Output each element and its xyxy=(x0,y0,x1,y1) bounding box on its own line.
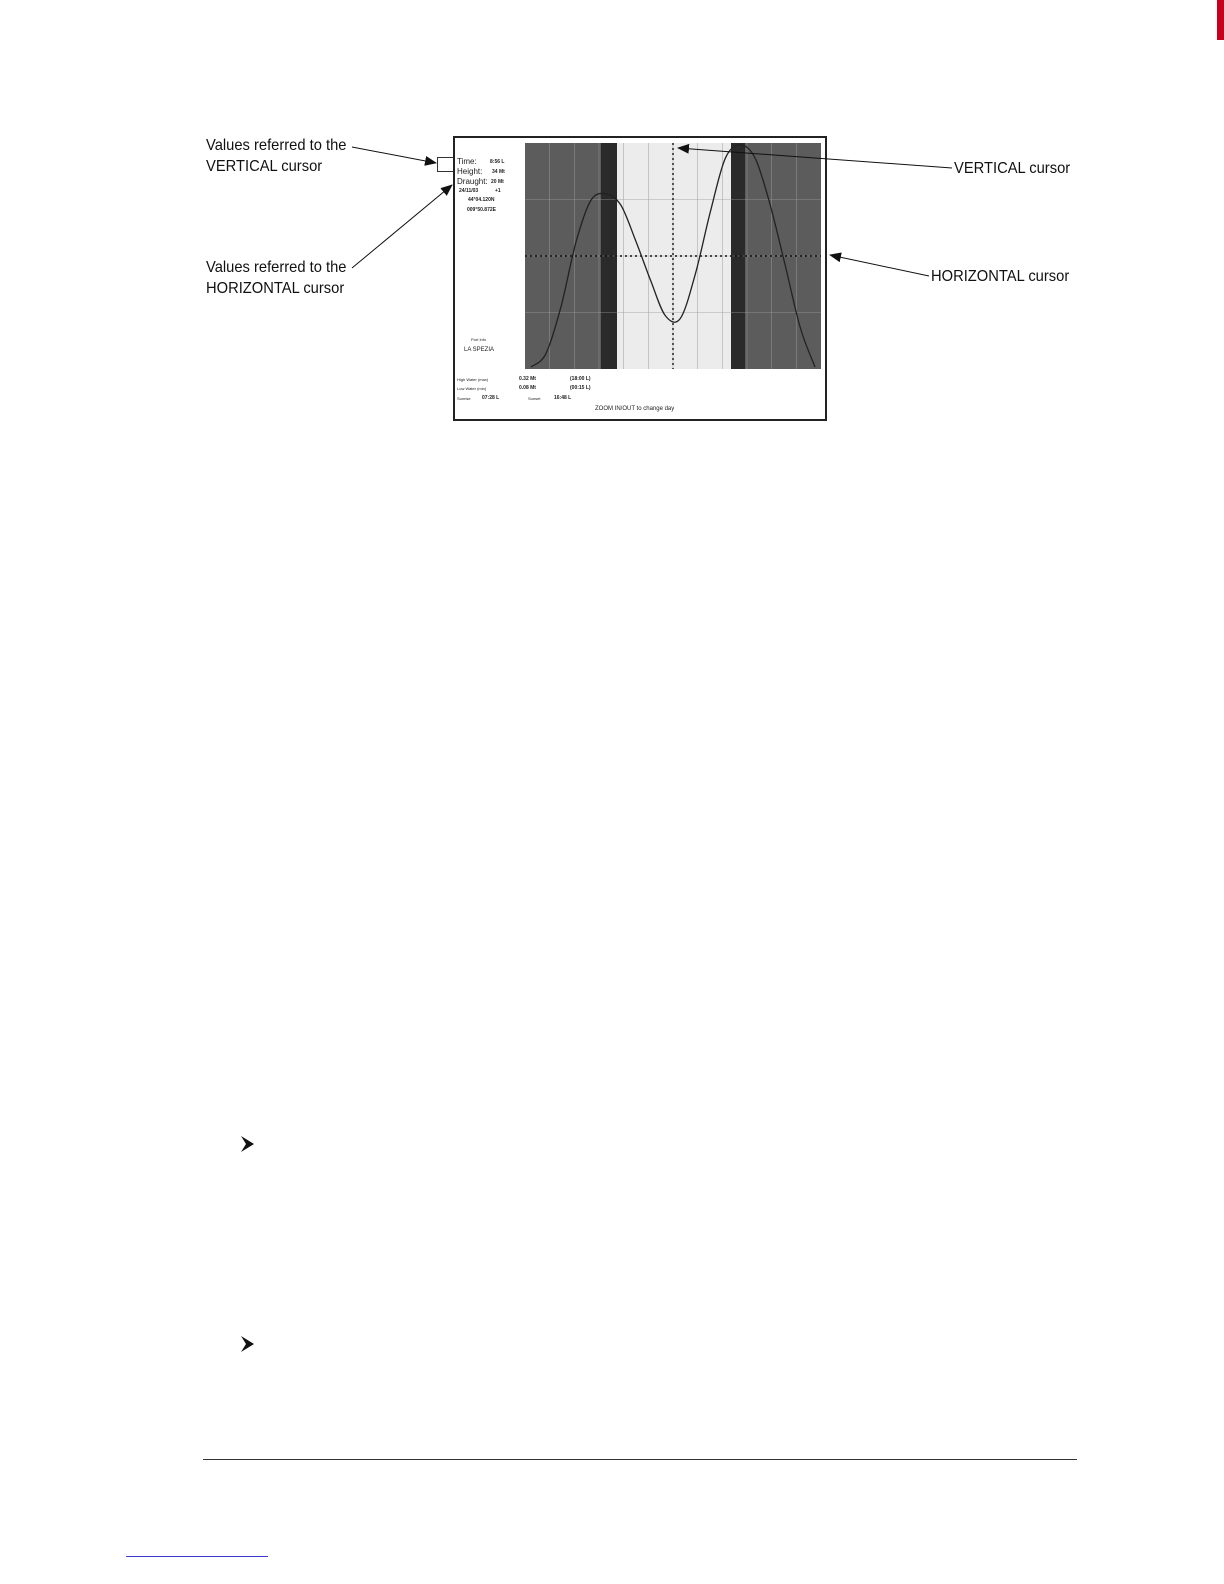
latitude-value: 44°04.120N xyxy=(468,197,495,203)
time-value: 8:56 L xyxy=(490,159,505,165)
high-water-time: (18:00 L) xyxy=(570,376,591,382)
callout-horizontal-values xyxy=(206,257,346,299)
callout-horizontal-cursor: HORIZONTAL cursor xyxy=(931,268,1070,285)
height-value: 34 Mt xyxy=(492,169,505,175)
callout-vertical-values-line2: VERTICAL cursor xyxy=(206,158,323,175)
port-name: LA SPEZIA xyxy=(464,347,495,353)
low-water-value: 0.08 Mt xyxy=(519,385,536,391)
time-label: Time: xyxy=(457,157,477,166)
sunrise-label: Sunrise xyxy=(457,396,471,401)
callout-horizontal-values-line2: HORIZONTAL cursor xyxy=(206,280,345,297)
callout-vertical-cursor: VERTICAL cursor xyxy=(954,160,1071,177)
tide-graph xyxy=(525,143,821,369)
sunrise-value: 07:28 L xyxy=(482,395,500,401)
arrow-horizontal-values xyxy=(352,185,452,268)
zoom-hint: ZOOM IN/OUT to change day xyxy=(595,406,675,412)
callout-vertical-values xyxy=(206,135,346,177)
port-info-label: Port Info xyxy=(471,337,487,342)
bullet-arrow-icon xyxy=(238,1135,256,1153)
low-water-time: (00:15 L) xyxy=(570,385,591,391)
height-label: Height: xyxy=(457,167,483,176)
draught-value: 20 Mt xyxy=(491,179,504,185)
high-water-value: 0.32 Mt xyxy=(519,376,536,382)
callout-horizontal-values-line1: Values referred to the xyxy=(206,259,347,276)
high-water-label: High Water (max) xyxy=(457,377,489,382)
bullet-arrow-icon xyxy=(238,1335,256,1353)
longitude-value: 009°50.872E xyxy=(467,207,496,213)
date-value: 24/11/03 xyxy=(459,188,479,194)
arrow-vertical-values xyxy=(352,147,436,163)
page-corner-marker xyxy=(1217,0,1224,40)
footer-link-underline xyxy=(126,1556,268,1557)
callout-vertical-values-line1: Values referred to the xyxy=(206,137,347,154)
footer-rule xyxy=(203,1459,1077,1460)
values-marker-box xyxy=(437,157,454,172)
tide-screen-figure xyxy=(453,136,827,421)
sunset-value: 16:48 L xyxy=(554,395,572,401)
arrow-horizontal-cursor xyxy=(830,255,929,276)
timezone-value: +1 xyxy=(495,188,501,194)
low-water-label: Low Water (min) xyxy=(457,386,487,391)
sunset-label: Sunset xyxy=(528,396,541,401)
draught-label: Draught: xyxy=(457,177,488,186)
